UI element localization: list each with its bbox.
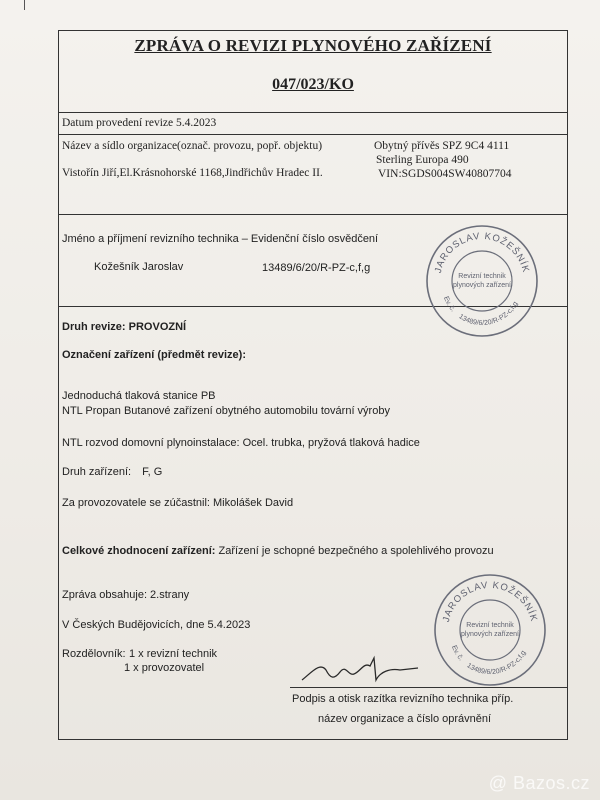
stamp-ev-label: Ev. č.	[442, 295, 457, 314]
technician-label: Jméno a příjmení revizního technika – Evidenční číslo osvědčení	[62, 233, 379, 245]
subject-line-3: NTL rozvod domovní plynoinstalace: Ocel. trubka, pryžová tlaková hadice	[62, 437, 420, 449]
svg-text:Ev. č.	[450, 645, 464, 663]
document-title: ZPRÁVA O REVIZI PLYNOVÉHO ZAŘÍZENÍ	[134, 36, 492, 55]
technician-name: Kožešník Jaroslav	[94, 261, 184, 273]
signature	[300, 650, 420, 695]
distribution-label: Rozdělovník:	[62, 648, 126, 660]
technician-cert-number: 13489/6/20/R-PZ-c,f,g	[262, 262, 371, 274]
signature-caption-1: Podpis a otisk razítka revizního technika příp.	[292, 693, 514, 705]
stamp-ev-label: Ev. č.	[450, 644, 465, 663]
divider	[58, 214, 568, 215]
svg-text:13489/6/20/R-PZ-c,f,g	[465, 650, 527, 677]
stamp-ev-number: 13489/6/20/R-PZ-c,f,g	[457, 300, 520, 328]
divider	[58, 112, 568, 113]
organization-label: Název a sídlo organizace(označ. provozu, popř. objektu)	[62, 140, 323, 152]
attendee: Za provozovatele se zúčastnil: Mikolášek David	[62, 497, 294, 509]
stamp-ring-text: JAROSLAV KOŽEŠNÍK	[432, 230, 532, 275]
vehicle-vin: VIN:SGDS004SW40807704	[378, 168, 512, 180]
vehicle-line-2: Sterling Europa 490	[376, 154, 469, 166]
revision-type-value: PROVOZNÍ	[128, 321, 187, 333]
stamp-inner-line-1: Revizní technik	[458, 273, 506, 280]
vehicle-line-1: Obytný přívěs SPZ 9C4 4111	[374, 140, 510, 152]
stamp-inner-line-2: plynových zařízení	[453, 282, 511, 289]
organization-address: Vistořín Jiří,El.Krásnohorské 1168,Jindřichův Hradec II.	[62, 167, 323, 179]
stamp-inner-line-1: Revizní technik	[466, 622, 514, 629]
revision-type	[62, 320, 186, 334]
signature-caption-2: název organizace a číslo oprávnění	[318, 713, 492, 725]
subject-line-2: NTL Propan Butanové zařízení obytného automobilu tovární výroby	[62, 405, 390, 417]
stamp-inner-line-2: plynových zařízení	[461, 631, 519, 638]
inspection-date: Datum provedení revize 5.4.2023	[62, 117, 217, 129]
revision-type-label: Druh revize:	[62, 321, 126, 333]
place-date: V Českých Budějovicích, dne 5.4.2023	[62, 619, 251, 631]
technician-stamp-2	[430, 570, 550, 690]
evaluation-label: Celkové zhodnocení zařízení:	[62, 545, 216, 557]
pages-count: Zpráva obsahuje: 2.strany	[62, 589, 190, 601]
document-number: 047/023/KO	[272, 76, 354, 93]
distribution-item-1: 1 x revizní technik	[129, 648, 218, 660]
watermark: @ Bazos.cz	[488, 773, 590, 793]
distribution-item-2: 1 x provozovatel	[124, 662, 205, 674]
evaluation	[62, 544, 494, 558]
stamp-ev-number: 13489/6/20/R-PZ-c,f,g	[465, 649, 528, 677]
corner-mark	[24, 0, 25, 10]
technician-stamp	[422, 221, 542, 341]
device-type-value: F, G	[142, 466, 163, 478]
subject-label: Označení zařízení (předmět revize):	[62, 349, 246, 361]
device-type-label: Druh zařízení:	[62, 466, 132, 478]
svg-text:13489/6/20/R-PZ-c,f,g	[457, 301, 519, 328]
stamp-ring-text: JAROSLAV KOŽEŠNÍK	[440, 579, 540, 624]
device-type	[62, 465, 162, 479]
svg-text:Ev. č.	[442, 296, 456, 314]
subject-line-1: Jednoduchá tlaková stanice PB	[62, 390, 216, 402]
evaluation-value: Zařízení je schopné bezpečného a spolehlivého provozu	[218, 545, 494, 557]
divider	[58, 134, 568, 135]
